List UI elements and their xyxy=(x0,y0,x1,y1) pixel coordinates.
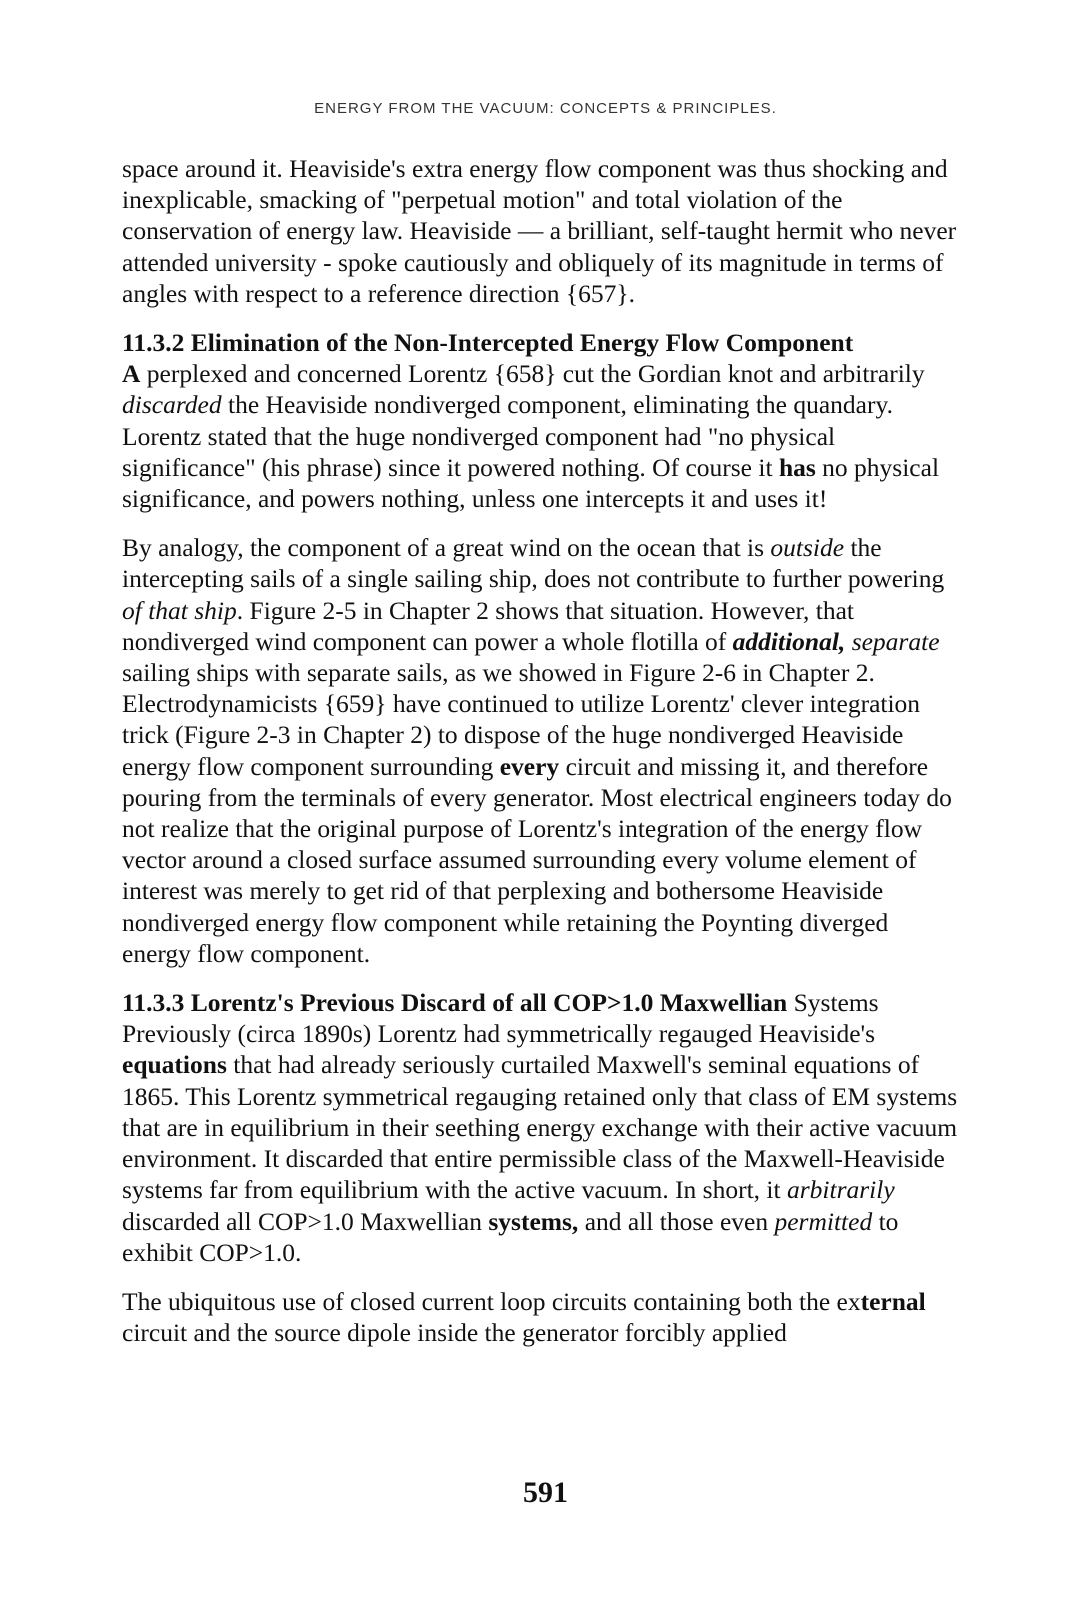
italic-text: permitted xyxy=(774,1206,873,1236)
italic-text: separate xyxy=(851,626,940,656)
paragraph-heaviside-energy-flow xyxy=(122,153,962,309)
text: perplexed and concerned Lorentz {658} cut the Gordian knot and arbitrarily xyxy=(140,359,925,389)
text: to exhibit COP>1.0. xyxy=(122,1206,899,1267)
bold-text: has xyxy=(778,452,816,482)
text: no physical significance, and powers nothing, unless one intercepts it and uses it! xyxy=(122,452,940,514)
italic-text: arbitrarily xyxy=(786,1175,895,1205)
running-header: ENERGY FROM THE VACUUM: CONCEPTS & PRINCIPLES. xyxy=(314,100,777,117)
italic-text: of that ship xyxy=(122,595,237,625)
text: The ubiquitous use of closed current loop circuits containing both the ex xyxy=(122,1286,861,1316)
text: sailing ships with separate sails, as we showed in Figure 2-6 in Chapter 2. Electrodynamicists {659} have continued to utilize Lorentz' clever integration trick (Figure 2-3 in Chapter 2) to dispose of the huge nondiverged Heaviside energy flow component surrounding xyxy=(122,658,921,781)
italic-text: outside xyxy=(770,533,845,563)
italic-text: discarded xyxy=(122,390,222,420)
text: circuit and the source dipole inside the generator forcibly applied xyxy=(122,1318,787,1348)
text: Systems Previously (circa 1890s) Lorentz had symmetrically regauged Heaviside's xyxy=(122,988,879,1049)
bold-text: A xyxy=(122,359,141,389)
text: the intercepting sails of a single sailing ship, does not contribute to further powering xyxy=(122,533,945,594)
text: that had already seriously curtailed Maxwell's seminal equations of 1865. This Lorentz symmetrical regauging retained only that class of EM systems that are in equilibrium in their seething energy exchange with their active vacuum environment. It discarded that entire permissible class of the Maxwell-Heaviside systems far from equilibrium with the active vacuum. In short, it xyxy=(122,1050,958,1205)
section-heading-11-3-2: 11.3.2 Elimination of the Non-Intercepted Energy Flow Component xyxy=(122,328,854,358)
text: space around it. Heaviside's extra energy flow component was thus shocking and inexplicable, smacking of "perpetual motion" and total violation of the conservation of energy law. Heaviside — a brilliant, self-taught hermit who never attended university - spoke cautiously and obliquely of its magnitude in terms of angles with respect to a reference direction {657}. xyxy=(122,154,957,308)
bold-text: ternal xyxy=(860,1286,926,1316)
section-11-3-2 xyxy=(122,327,962,514)
text: and all those even xyxy=(578,1206,775,1236)
bold-text: systems, xyxy=(488,1206,579,1236)
text: . Figure 2-5 in Chapter 2 shows that situation. However, that nondiverged wind component can power a whole flotilla of xyxy=(122,595,855,656)
bold-text: every xyxy=(499,751,560,781)
page-number: 591 xyxy=(523,1476,568,1509)
bold-italic-text: additional, xyxy=(732,626,846,656)
text: circuit and missing it, and therefore pouring from the terminals of every generator. Most electrical engineers today do not realize that the original purpose of Lorentz's integration of the energy flow vector around a closed surface assumed surrounding every volume element of interest was merely to get rid of that perplexing and bothersome Heaviside nondiverged energy flow component while retaining the Poynting diverged energy flow component. xyxy=(122,751,952,968)
page-body xyxy=(122,153,962,1348)
paragraph-sailing-analogy xyxy=(122,532,962,969)
text: discarded all COP>1.0 Maxwellian xyxy=(122,1206,489,1236)
section-heading-11-3-3: 11.3.3 Lorentz's Previous Discard of all COP>1.0 Maxwellian xyxy=(122,988,788,1018)
paragraph-closed-loop-circuits xyxy=(122,1286,962,1348)
section-11-3-3 xyxy=(122,987,962,1268)
text: the Heaviside nondiverged component, eliminating the quandary. Lorentz stated that the huge nondiverged component had "no physical significance" (his phrase) since it powered nothing. Of course it xyxy=(122,390,893,482)
text: By analogy, the component of a great wind on the ocean that is xyxy=(122,533,771,563)
bold-text: equations xyxy=(122,1050,227,1080)
